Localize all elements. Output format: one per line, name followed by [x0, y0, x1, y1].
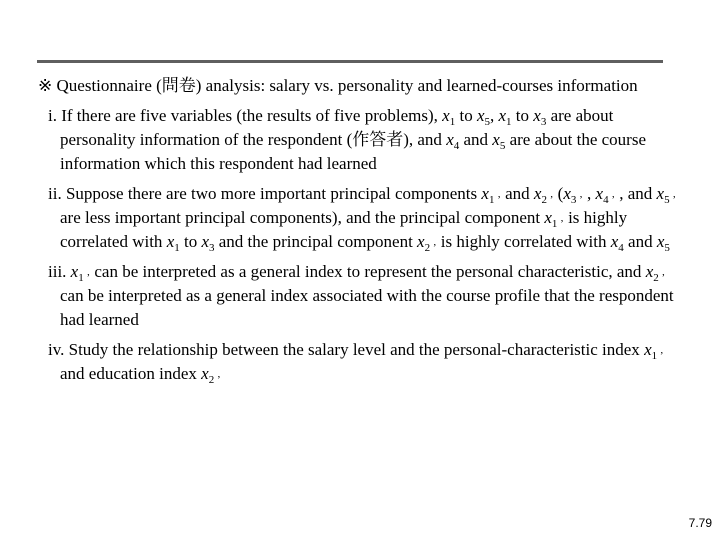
list-item: iii. $x_{1 ’}$ can be interpreted as a general index to represent the personal characteristic, and $x_{2 ’}$ can be interpreted as a general index associated with the course profile that the respondent had learned [48, 262, 674, 329]
list-item: iv. Study the relationship between the salary level and the personal-characteristic index $x_{1 ’}$ and education index $x_{2 ’}$ [48, 340, 664, 386]
page-number: 7.79 [688, 516, 712, 530]
list-item: ii. Suppose there are two more important principal components $x_{1 ’}$ and $x_{2 ’}$ ($x_{3 ’}$ , $x_{4 ’}$ , and $x_{5 ’}$ are less important principal components), and the principal component $x_{1 ’}$ is highly correlated with $x_1$ to $x_3$ and the principal component $x_{2 ’}$ is highly correlated with $x_4$ and $x_5$ [48, 184, 677, 254]
list-item: i. If there are five variables (the results of five problems), $x_1$ to $x_5$, $x_1$ to $x_3$ are about personality information of the respondent (作答者), and $x_4$ and $x_5$ are about the course information which this respondent had learned [48, 106, 646, 173]
heading-text: Questionnaire (問卷) analysis: salary vs. personality and learned-courses information [56, 76, 638, 95]
slide-body [38, 74, 678, 392]
heading [38, 74, 678, 98]
reference-mark-icon: ※ [38, 76, 53, 95]
title-divider [37, 60, 663, 63]
